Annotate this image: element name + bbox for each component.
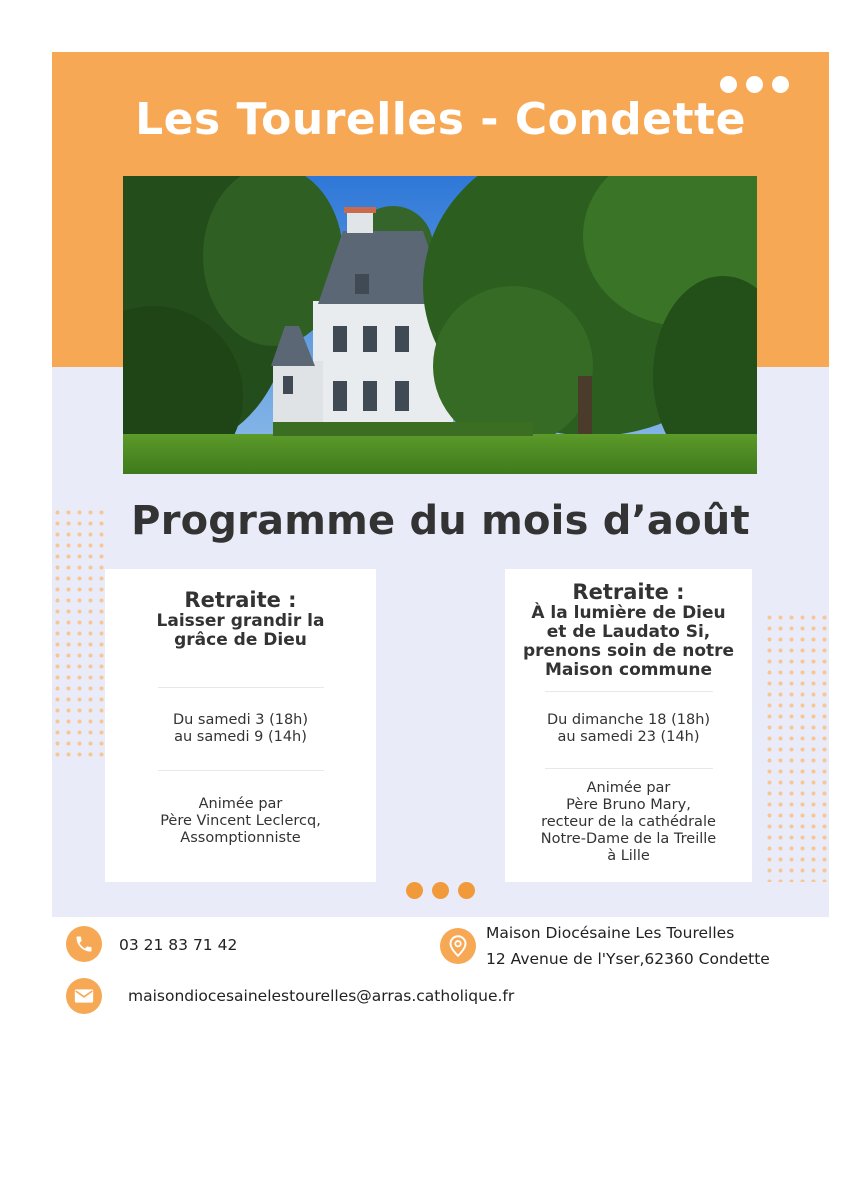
divider <box>545 691 713 692</box>
phone-number[interactable]: 03 21 83 71 42 <box>119 936 238 954</box>
address-line: Maison Diocésaine Les Tourelles <box>486 924 735 942</box>
decorative-dot-pattern-left <box>52 507 107 757</box>
address-line: 12 Avenue de l'Yser,62360 Condette <box>486 950 770 968</box>
divider <box>545 768 713 769</box>
divider <box>158 770 324 771</box>
retreat-date-line: Du dimanche 18 (18h) <box>546 712 711 728</box>
decorative-dot-pattern-right <box>764 612 829 882</box>
retreat-title-line: prenons soin de notre <box>522 641 735 661</box>
retreat-leader-line: Animée par <box>586 780 671 796</box>
email-icon <box>66 978 102 1014</box>
retreat-label: Retraite : <box>572 580 685 604</box>
retreat-date-line: au samedi 23 (14h) <box>557 729 700 745</box>
retreat-card-1 <box>105 569 376 882</box>
retreat-leader-line: Animée par <box>198 796 283 812</box>
retreat-label: Retraite : <box>184 588 297 612</box>
phone-icon <box>66 926 102 962</box>
manor-house-photo <box>123 176 757 474</box>
retreat-leader-line: Assomptionniste <box>180 830 301 846</box>
retreat-title-line: À la lumière de Dieu <box>531 603 726 623</box>
retreat-card-2 <box>505 569 752 882</box>
location-pin-icon <box>440 928 476 964</box>
decorative-dots-bottom <box>406 882 475 899</box>
retreat-title-line: Maison commune <box>545 660 712 680</box>
page-title: Les Tourelles - Condette <box>135 94 746 145</box>
program-heading: Programme du mois d’août <box>131 498 750 544</box>
retreat-leader-line: Père Bruno Mary, <box>566 797 691 813</box>
retreat-leader-line: Notre-Dame de la Treille <box>540 831 717 847</box>
retreat-leader-line: recteur de la cathédrale <box>541 814 716 830</box>
retreat-title-line: grâce de Dieu <box>174 630 307 650</box>
retreat-leader-line: Père Vincent Leclercq, <box>160 813 321 829</box>
retreat-date-line: Du samedi 3 (18h) <box>172 712 309 728</box>
poster <box>52 52 829 917</box>
retreat-date-line: au samedi 9 (14h) <box>174 729 307 745</box>
retreat-title-line: et de Laudato Si, <box>546 622 711 642</box>
email-link[interactable]: maisondiocesainelestourelles@arras.catholique.fr <box>128 987 515 1005</box>
decorative-dots-top <box>720 76 789 93</box>
divider <box>158 687 324 688</box>
retreat-leader-line: à Lille <box>607 848 650 864</box>
retreat-title-line: Laisser grandir la <box>156 611 325 631</box>
